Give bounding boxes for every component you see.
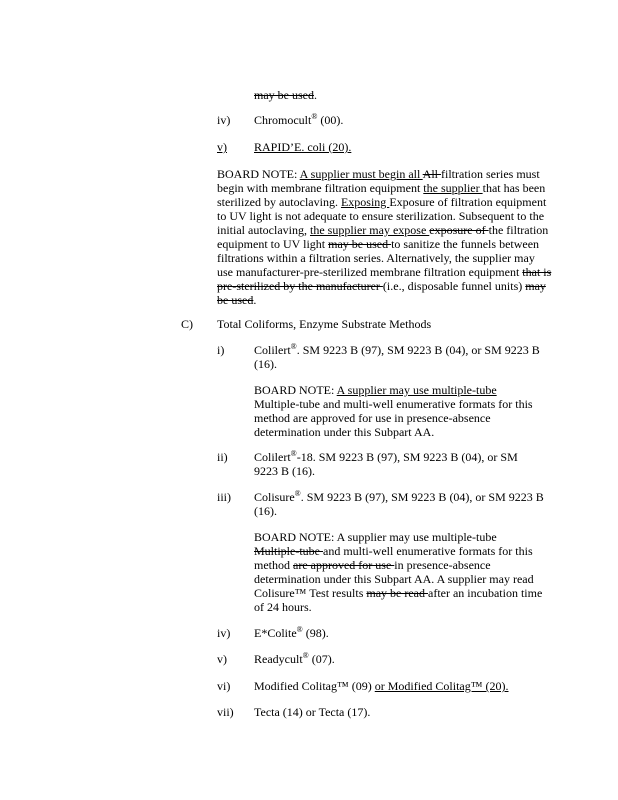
board-note-colilert bbox=[254, 383, 544, 439]
note-text: . bbox=[253, 293, 257, 307]
item-colisure bbox=[254, 490, 544, 518]
item-ref: (00). bbox=[317, 113, 344, 127]
section-label-c: C) bbox=[181, 317, 193, 331]
note-heading: BOARD NOTE: A supplier may use multiple-tube bbox=[254, 530, 497, 544]
item-ecolite bbox=[254, 626, 329, 640]
note-text: Exposure of filtration equipment to UV light is not adequate to ensure sterilization. Subsequent to the initial autoclaving, bbox=[217, 195, 547, 237]
item-name: E*Colite bbox=[254, 626, 297, 640]
item-label-iv-ecolite: iv) bbox=[217, 626, 231, 640]
note-text: to sanitize the funnels between filtrations within a filtration series. Alternatively, the supplier may use manufacturer-pre-sterilized membrane filtration equipment bbox=[217, 237, 540, 279]
deleted-text: Multiple-tube bbox=[254, 544, 323, 558]
note-text: (i.e., disposable funnel units) bbox=[382, 279, 526, 293]
item-name: Readycult bbox=[254, 652, 303, 666]
inserted-text: or Modified Colitag™ (20). bbox=[374, 679, 509, 693]
note-text: filtration series must begin with membrane filtration equipment bbox=[217, 167, 540, 195]
board-note-filtration bbox=[217, 167, 552, 307]
item-rapid-ecoli: RAPID’E. coli (20). bbox=[254, 140, 352, 154]
item-name: Colilert bbox=[254, 343, 291, 357]
period: . bbox=[313, 88, 317, 102]
registered-mark: ® bbox=[290, 342, 297, 351]
deleted-text: may be read bbox=[366, 586, 428, 600]
note-text: after an incubation time of 24 hours. bbox=[254, 586, 543, 614]
note-text: Multiple-tube and multi-well enumerative formats for this method are approved for use in presence-absence determination under this Subpart AA. bbox=[254, 397, 533, 439]
registered-mark: ® bbox=[294, 489, 301, 498]
note-heading: BOARD NOTE: bbox=[254, 383, 337, 397]
note-text: in presence-absence determination under this Subpart AA. A supplier may read Colisure™ Test results bbox=[254, 558, 534, 600]
top-line bbox=[254, 88, 317, 102]
deleted-text: that is pre-sterilized by the manufacturer bbox=[217, 265, 552, 293]
item-methods: . SM 9223 B (97), SM 9223 B (04), or SM 9223 B (16). bbox=[254, 490, 544, 518]
note-text: and multi-well enumerative formats for this method bbox=[254, 544, 533, 572]
item-label-vii: vii) bbox=[217, 705, 234, 719]
item-name: Chromocult bbox=[254, 113, 312, 127]
board-note-colisure bbox=[254, 530, 544, 614]
inserted-text: A supplier may use multiple-tube bbox=[336, 383, 497, 397]
item-name: Colisure bbox=[254, 490, 295, 504]
item-methods: -18. SM 9223 B (97), SM 9223 B (04), or SM 9223 B (16). bbox=[254, 450, 518, 478]
deleted-text: may be used bbox=[328, 237, 392, 251]
item-name: Colilert bbox=[254, 450, 291, 464]
registered-mark: ® bbox=[296, 625, 303, 634]
item-colilert bbox=[254, 343, 544, 371]
item-colitag bbox=[254, 679, 509, 693]
registered-mark: ® bbox=[290, 449, 297, 458]
inserted-text: the supplier may expose bbox=[309, 223, 430, 237]
item-text: Modified Colitag™ (09) bbox=[254, 679, 375, 693]
deleted-text: are approved for use bbox=[293, 558, 395, 572]
item-label-ii: ii) bbox=[217, 450, 228, 464]
item-tecta: Tecta (14) or Tecta (17). bbox=[254, 705, 371, 719]
item-label-vi: vi) bbox=[217, 679, 231, 693]
struck-text: may be used bbox=[254, 88, 314, 102]
note-heading: BOARD NOTE: bbox=[217, 167, 300, 181]
inserted-text: the supplier bbox=[423, 181, 483, 195]
registered-mark: ® bbox=[311, 112, 318, 121]
note-text: that has been sterilized by autoclaving. bbox=[217, 181, 546, 209]
item-methods: . SM 9223 B (97), SM 9223 B (04), or SM 9223 B (16). bbox=[254, 343, 540, 371]
item-ref: (98). bbox=[302, 626, 329, 640]
item-label-iii: iii) bbox=[217, 490, 231, 504]
item-label-v: v) bbox=[217, 140, 227, 154]
item-label-v-readycult: v) bbox=[217, 652, 227, 666]
inserted-text: A supplier must begin all bbox=[299, 167, 423, 181]
item-colilert-18 bbox=[254, 450, 544, 478]
item-readycult bbox=[254, 652, 335, 666]
item-chromocult bbox=[254, 113, 343, 127]
note-text: the filtration equipment to UV light bbox=[217, 223, 549, 251]
inserted-text: Exposing bbox=[340, 195, 390, 209]
section-title: Total Coliforms, Enzyme Substrate Methods bbox=[217, 317, 432, 331]
deleted-text: exposure of bbox=[429, 223, 489, 237]
item-label-i: i) bbox=[217, 343, 225, 357]
deleted-text: All bbox=[422, 167, 442, 181]
item-label-iv: iv) bbox=[217, 113, 231, 127]
deleted-text: may be used bbox=[217, 279, 546, 307]
registered-mark: ® bbox=[302, 651, 309, 660]
item-ref: (07). bbox=[308, 652, 335, 666]
